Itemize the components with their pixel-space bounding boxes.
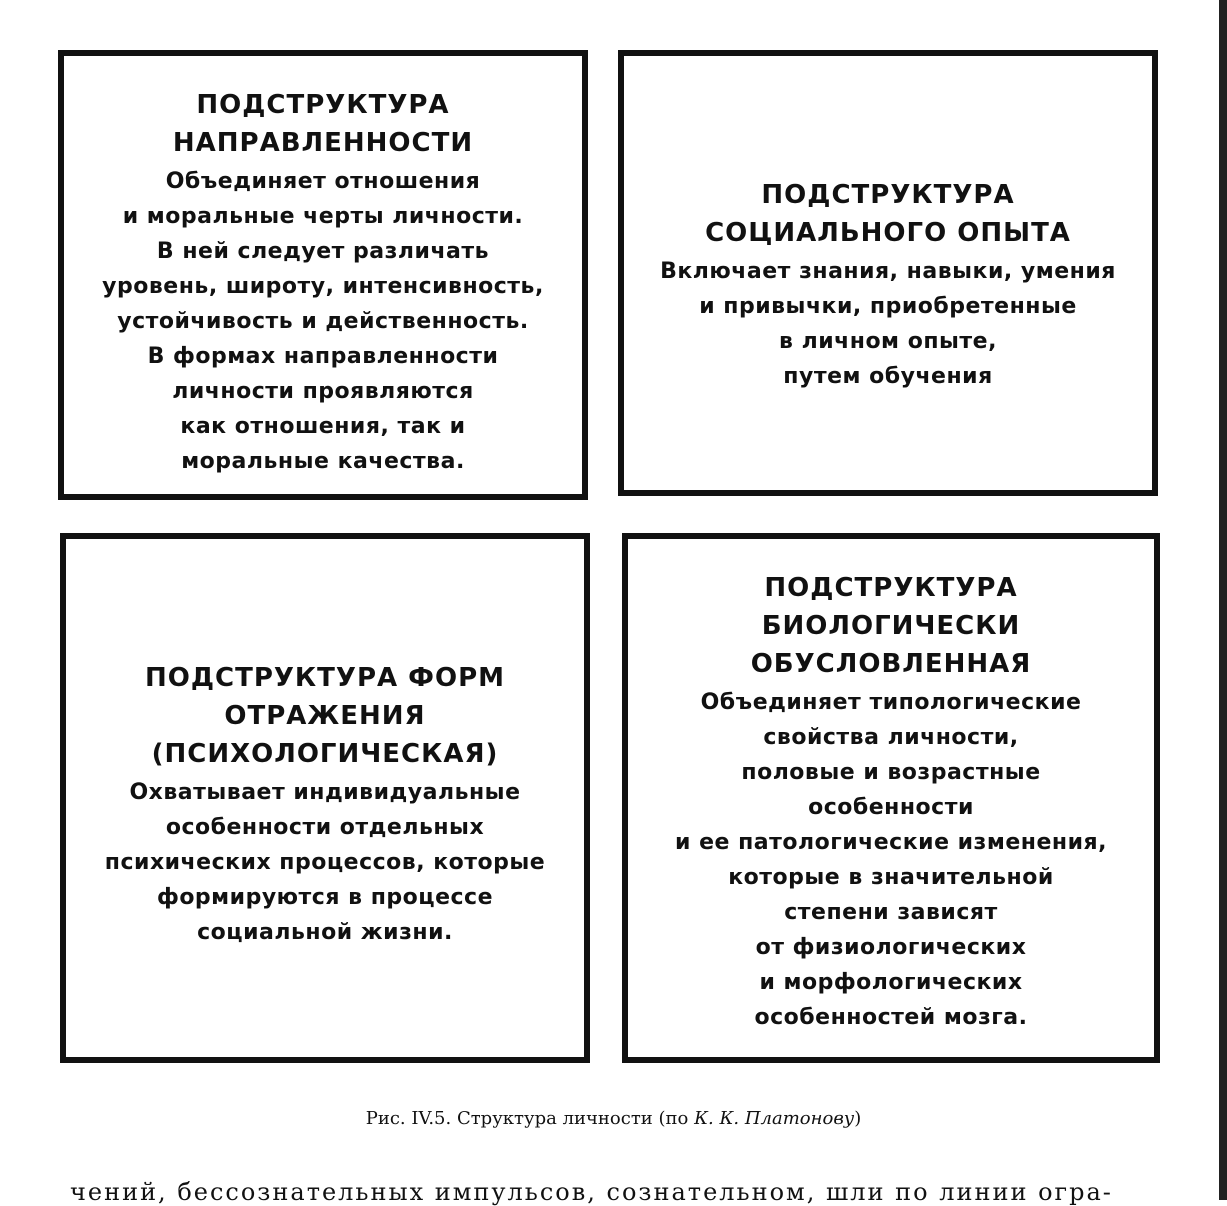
body-text-fragment: чений, бессознательных импульсов, сознательном, шли по линии огра-	[70, 1178, 1113, 1206]
body-line: в личном опыте,	[779, 329, 997, 354]
box-title	[705, 176, 1071, 252]
body-line: Объединяет типологические	[700, 690, 1082, 715]
body-line: В ней следует различать	[156, 239, 490, 264]
body-line: психических процессов, которые	[104, 850, 546, 875]
title-line: БИОЛОГИЧЕСКИ	[761, 611, 1021, 641]
title-line: ОБУСЛОВЛЕННАЯ	[750, 649, 1032, 679]
body-line: Включает знания, навыки, умения	[660, 259, 1116, 284]
body-line: особенности	[808, 795, 974, 820]
body-line: степени зависят	[784, 900, 998, 925]
box-title	[751, 569, 1032, 683]
box-reflection-forms-substructure	[60, 533, 590, 1063]
title-line: ПОДСТРУКТУРА	[761, 180, 1015, 210]
box-biological-substructure	[622, 533, 1160, 1063]
figure-caption	[0, 1108, 1227, 1129]
title-line: ПОДСТРУКТУРА	[196, 90, 450, 120]
box-title	[173, 86, 473, 162]
body-line: особенностей мозга.	[754, 1005, 1028, 1030]
title-line: ПОДСТРУКТУРА ФОРМ	[144, 663, 505, 693]
body-line: личности проявляются	[172, 379, 474, 404]
page-edge-rule	[1219, 0, 1227, 1200]
body-line: моральные качества.	[181, 449, 465, 474]
body-line: половые и возрастные	[741, 760, 1041, 785]
body-line: В формах направленности	[147, 344, 499, 369]
title-line: ПОДСТРУКТУРА	[764, 573, 1018, 603]
box-orientation-substructure	[58, 50, 588, 500]
body-line: путем обучения	[783, 364, 993, 389]
body-line: и морфологических	[759, 970, 1023, 995]
body-line: особенности отдельных	[165, 815, 485, 840]
body-line: Охватывает индивидуальные	[129, 780, 521, 805]
body-line: и привычки, приобретенные	[699, 294, 1077, 319]
box-body	[105, 775, 545, 950]
title-line: ОТРАЖЕНИЯ	[224, 701, 426, 731]
body-line: и моральные черты личности.	[122, 204, 524, 229]
title-line: НАПРАВЛЕННОСТИ	[172, 128, 474, 158]
body-line: Объединяет отношения	[165, 169, 481, 194]
box-body	[660, 254, 1116, 394]
box-title	[145, 659, 505, 773]
body-line: социальной жизни.	[197, 920, 453, 945]
body-line: уровень, широту, интенсивность,	[102, 274, 544, 299]
body-line: устойчивость и действенность.	[117, 309, 529, 334]
box-social-experience-substructure	[618, 50, 1158, 496]
body-line: от физиологических	[755, 935, 1027, 960]
body-line: свойства личности,	[763, 725, 1019, 750]
body-line: формируются в процессе	[156, 885, 493, 910]
body-line: которые в значительной	[728, 865, 1054, 890]
title-line: (ПСИХОЛОГИЧЕСКАЯ)	[151, 739, 499, 769]
caption-author: К. К. Платонову	[694, 1108, 855, 1129]
caption-prefix: Рис. IV.5. Структура личности (по	[365, 1108, 695, 1129]
body-line: как отношения, так и	[180, 414, 466, 439]
box-body	[102, 164, 544, 479]
title-line: СОЦИАЛЬНОГО ОПЫТА	[705, 218, 1071, 248]
box-body	[675, 685, 1107, 1035]
caption-suffix: )	[854, 1108, 862, 1129]
body-line: и ее патологические изменения,	[675, 830, 1107, 855]
